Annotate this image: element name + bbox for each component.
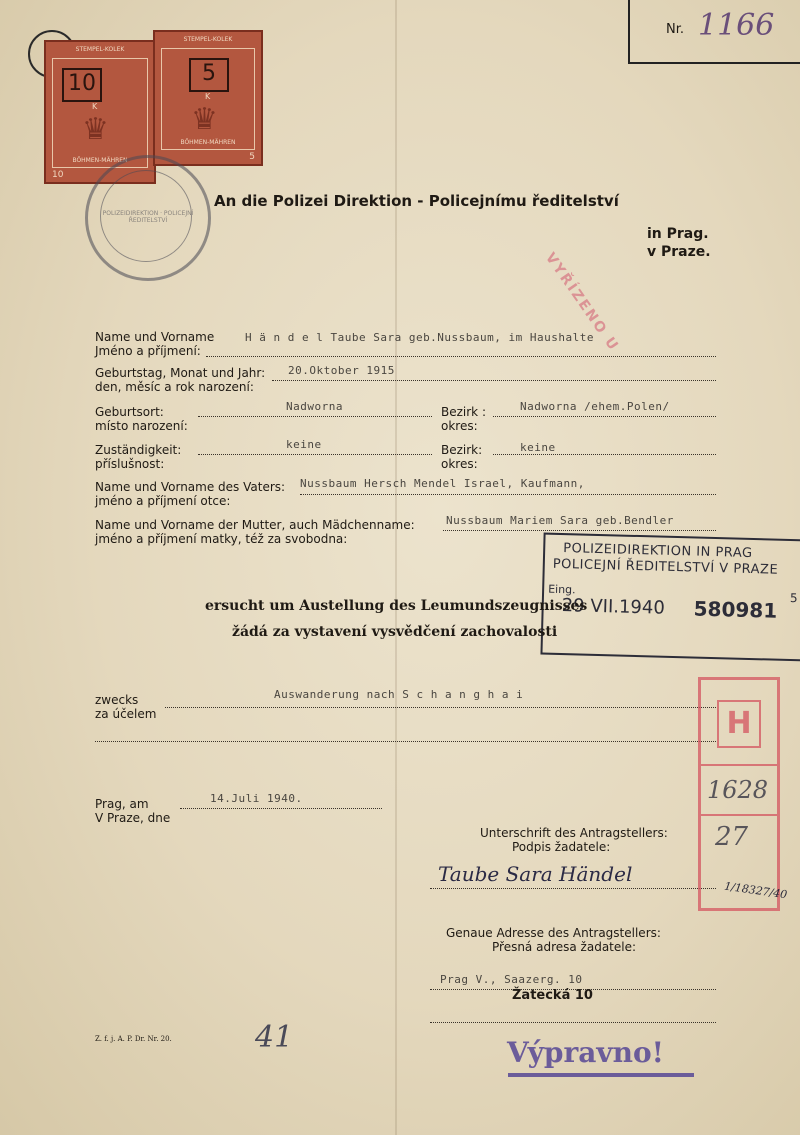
birthplace-label-cz: místo narození:	[95, 419, 188, 433]
received-stamp-mark: 5	[789, 591, 798, 606]
red-registry-box	[698, 677, 780, 911]
name-label-cz: Jméno a příjmení:	[95, 344, 201, 358]
address-label-de: Genaue Adresse des Antragstellers:	[446, 926, 661, 940]
purpose-label-cz: za účelem	[95, 707, 157, 721]
red-box-letter: H	[717, 700, 761, 748]
place-date-label-cz: V Praze, dne	[95, 811, 171, 825]
footer-code: Z. f. j. A. P. Dr. Nr. 20.	[95, 1035, 172, 1043]
dotted-line	[443, 530, 716, 531]
number-box-label: Nr.	[666, 22, 685, 37]
revenue-stamp-5	[153, 30, 263, 166]
birthplace-value: Nadworna	[286, 400, 343, 413]
birthdate-label-cz: den, měsíc a rok narození:	[95, 380, 254, 394]
stamp-bottom-text: BÖHMEN-MÄHREN	[180, 139, 236, 146]
father-value: Nussbaum Hersch Mendel Israel, Kaufmann,	[300, 477, 585, 490]
birthplace-district-label-de: Bezirk :	[441, 405, 486, 419]
stamp-corner: 10	[52, 170, 64, 180]
dotted-line	[198, 416, 432, 417]
address-value2: Žatecká 10	[512, 988, 593, 1003]
dotted-line	[430, 888, 716, 889]
domicile-district-label-cz: okres:	[441, 457, 478, 471]
request-cz: žádá za vystavení vysvědčení zachovalosti	[232, 624, 558, 640]
purpose-value: Auswanderung nach S c h a n g h a i	[274, 688, 524, 701]
domicile-label-de: Zuständigkeit:	[95, 443, 182, 457]
name-label-de: Name und Vorname	[95, 330, 215, 344]
dotted-line	[180, 808, 382, 809]
received-stamp-eing: Eing.	[547, 582, 576, 597]
father-label-de: Name und Vorname des Vaters:	[95, 480, 286, 494]
number-box-value: 1166	[698, 8, 775, 43]
divider	[701, 764, 777, 766]
faded-red-stamp: VYŘÍZENO U	[541, 250, 622, 355]
number-box	[628, 0, 800, 64]
mother-label-de: Name und Vorname der Mutter, auch Mädchenname:	[95, 518, 415, 532]
dotted-line	[300, 494, 716, 495]
name-value: H ä n d e l Taube Sara geb.Nussbaum, im Haushalte	[245, 331, 595, 344]
police-round-seal	[85, 155, 211, 281]
address-value: Prag V., Saazerg. 10	[440, 973, 583, 986]
domicile-value: keine	[286, 438, 322, 451]
red-box-num1: 1628	[707, 776, 769, 804]
place-date-label-de: Prag, am	[95, 797, 149, 811]
received-stamp-line1: POLIZEIDIREKTION IN PRAG	[563, 541, 753, 562]
request-de: ersucht um Austellung des Leumundszeugnisses	[205, 598, 588, 614]
stamp-top-text: STEMPEL-KOLEK	[183, 36, 233, 43]
birthdate-label-de: Geburtstag, Monat und Jahr:	[95, 366, 266, 380]
dotted-line	[198, 454, 432, 455]
vypravno-underline	[508, 1073, 694, 1077]
stamp-corner: 5	[249, 152, 255, 162]
stamp-value: 10	[62, 68, 102, 102]
lion-emblem-icon: ♛	[82, 112, 109, 147]
form-title: An die Polizei Direktion - Policejnímu ředitelství	[214, 192, 619, 210]
stamp-top-text: STEMPEL-KOLEK	[75, 46, 125, 53]
red-box-num2: 27	[715, 822, 749, 852]
domicile-district-value: keine	[520, 441, 556, 454]
stamp-unit: K	[92, 102, 98, 111]
address-label-cz: Přesná adresa žadatele:	[492, 940, 637, 954]
v-praze: v Praze.	[647, 244, 711, 260]
purpose-label-de: zwecks	[95, 693, 139, 707]
stamp-unit: K	[205, 92, 211, 101]
birthdate-value: 20.Oktober 1915	[288, 364, 395, 377]
received-stamp	[540, 533, 800, 662]
divider	[701, 814, 777, 816]
side-note: 1/18327/40	[723, 879, 789, 902]
paper-fold	[395, 0, 397, 1135]
seal-text: POLIZEIDIREKTION · POLICEJNÍ ŘEDITELSTVÍ	[102, 210, 194, 224]
vypravno-stamp: Výpravno!	[507, 1036, 664, 1069]
dotted-line	[165, 707, 716, 708]
stamp-value: 5	[189, 58, 229, 92]
mother-label-cz: jméno a příjmení matky, též za svobodna:	[95, 532, 348, 546]
birthplace-district-label-cz: okres:	[441, 419, 478, 433]
dotted-line	[493, 416, 716, 417]
stamp-bottom-text: BÖHMEN-MÄHREN	[72, 157, 128, 164]
dotted-line	[272, 380, 716, 381]
place-date-value: 14.Juli 1940.	[210, 792, 303, 805]
dotted-line	[430, 1022, 716, 1023]
received-stamp-date: 29 VII.1940	[561, 595, 666, 619]
signature-label-de: Unterschrift des Antragstellers:	[480, 826, 668, 840]
birthplace-label-de: Geburtsort:	[95, 405, 164, 419]
in-prag: in Prag.	[647, 226, 709, 242]
lion-emblem-icon: ♛	[191, 102, 218, 137]
domicile-district-label-de: Bezirk:	[441, 443, 483, 457]
domicile-label-cz: příslušnost:	[95, 457, 165, 471]
signature-value: Taube Sara Händel	[438, 862, 633, 886]
signature-label-cz: Podpis žadatele:	[512, 840, 611, 854]
father-label-cz: jméno a příjmení otce:	[95, 494, 231, 508]
received-stamp-number: 580981	[693, 596, 778, 623]
birthplace-district-value: Nadworna /ehem.Polen/	[520, 400, 670, 413]
dotted-line	[95, 741, 716, 742]
footer-hand-number: 41	[255, 1020, 294, 1055]
received-stamp-line2: POLICEJNÍ ŘEDITELSTVÍ V PRAZE	[552, 556, 779, 578]
dotted-line	[493, 454, 716, 455]
mother-value: Nussbaum Mariem Sara geb.Bendler	[446, 514, 674, 527]
dotted-line	[206, 356, 716, 357]
